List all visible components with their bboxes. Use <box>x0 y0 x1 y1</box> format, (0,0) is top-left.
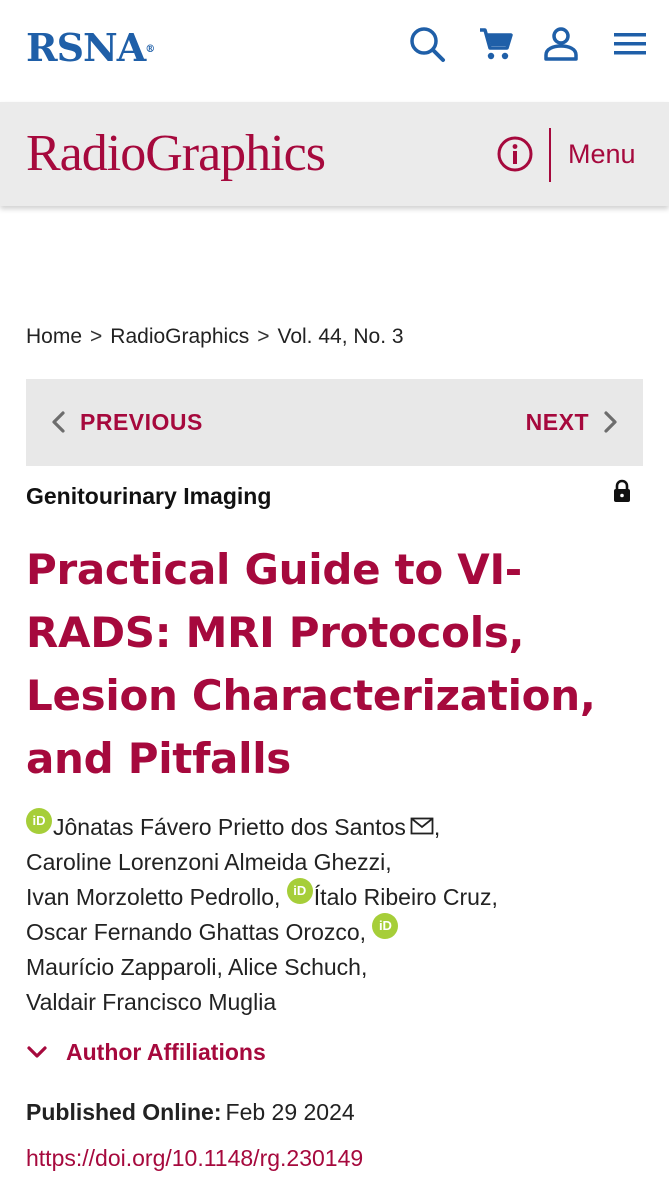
article-title: Practical Guide to VI-RADS: MRI Protocols, Lesion Characterization, and Pitfalls <box>26 545 596 783</box>
publication-date <box>26 1097 355 1127</box>
breadcrumb-separator: > <box>90 325 103 348</box>
author-link[interactable]: Ítalo Ribeiro Cruz, <box>313 884 498 910</box>
breadcrumb-journal[interactable]: RadioGraphics <box>110 325 250 348</box>
article-section: Genitourinary Imaging <box>26 483 272 509</box>
rsna-logo[interactable] <box>26 25 155 70</box>
lock-icon <box>612 479 632 503</box>
breadcrumb <box>26 324 404 350</box>
chevron-right-icon <box>601 408 619 436</box>
header-divider <box>549 128 551 182</box>
breadcrumb-separator: > <box>257 325 270 348</box>
next-button[interactable] <box>526 408 619 436</box>
doi-link[interactable]: https://doi.org/10.1148/rg.230149 <box>26 1145 364 1171</box>
orcid-icon[interactable]: iD <box>287 878 313 904</box>
site-header <box>0 0 669 102</box>
author-link[interactable]: Caroline Lorenzoni Almeida Ghezzi, <box>26 849 392 875</box>
user-icon[interactable] <box>541 24 581 64</box>
mail-icon[interactable] <box>410 817 434 835</box>
previous-button[interactable] <box>50 408 203 436</box>
author-link[interactable]: Valdair Francisco Muglia <box>26 989 277 1015</box>
chevron-left-icon <box>50 408 68 436</box>
journal-header <box>0 102 669 206</box>
info-icon[interactable] <box>496 135 534 173</box>
next-label: NEXT <box>525 409 589 435</box>
rsna-logo-mark: ® <box>145 44 155 55</box>
author-link[interactable]: Maurício Zapparoli, Alice Schuch, <box>26 954 368 980</box>
author-list <box>26 810 646 1020</box>
journal-logo[interactable]: RadioGraphics <box>26 125 325 182</box>
rsna-logo-text: RSNA <box>26 25 146 70</box>
hamburger-icon[interactable] <box>610 24 650 64</box>
chevron-down-icon <box>26 1044 48 1060</box>
orcid-icon[interactable]: iD <box>26 808 52 834</box>
author-link[interactable]: Jônatas Fávero Prietto dos Santos <box>53 814 406 840</box>
published-label: Published Online: <box>26 1099 222 1125</box>
menu-button[interactable]: Menu <box>568 139 636 169</box>
author-link[interactable]: Oscar Fernando Ghattas Orozco, <box>26 919 367 945</box>
author-affiliations-label: Author Affiliations <box>66 1039 266 1065</box>
search-icon[interactable] <box>407 24 447 64</box>
orcid-icon[interactable]: iD <box>372 913 398 939</box>
previous-label: PREVIOUS <box>80 409 203 435</box>
author-link[interactable]: Ivan Morzoletto Pedrollo, <box>26 884 281 910</box>
published-date: Feb 29 2024 <box>225 1099 355 1125</box>
breadcrumb-issue[interactable]: Vol. 44, No. 3 <box>277 325 404 348</box>
article-pager <box>26 379 643 466</box>
breadcrumb-home[interactable]: Home <box>26 325 83 348</box>
cart-icon[interactable] <box>476 24 516 64</box>
author-affiliations-toggle[interactable] <box>26 1037 266 1067</box>
author-separator: , <box>433 814 441 840</box>
